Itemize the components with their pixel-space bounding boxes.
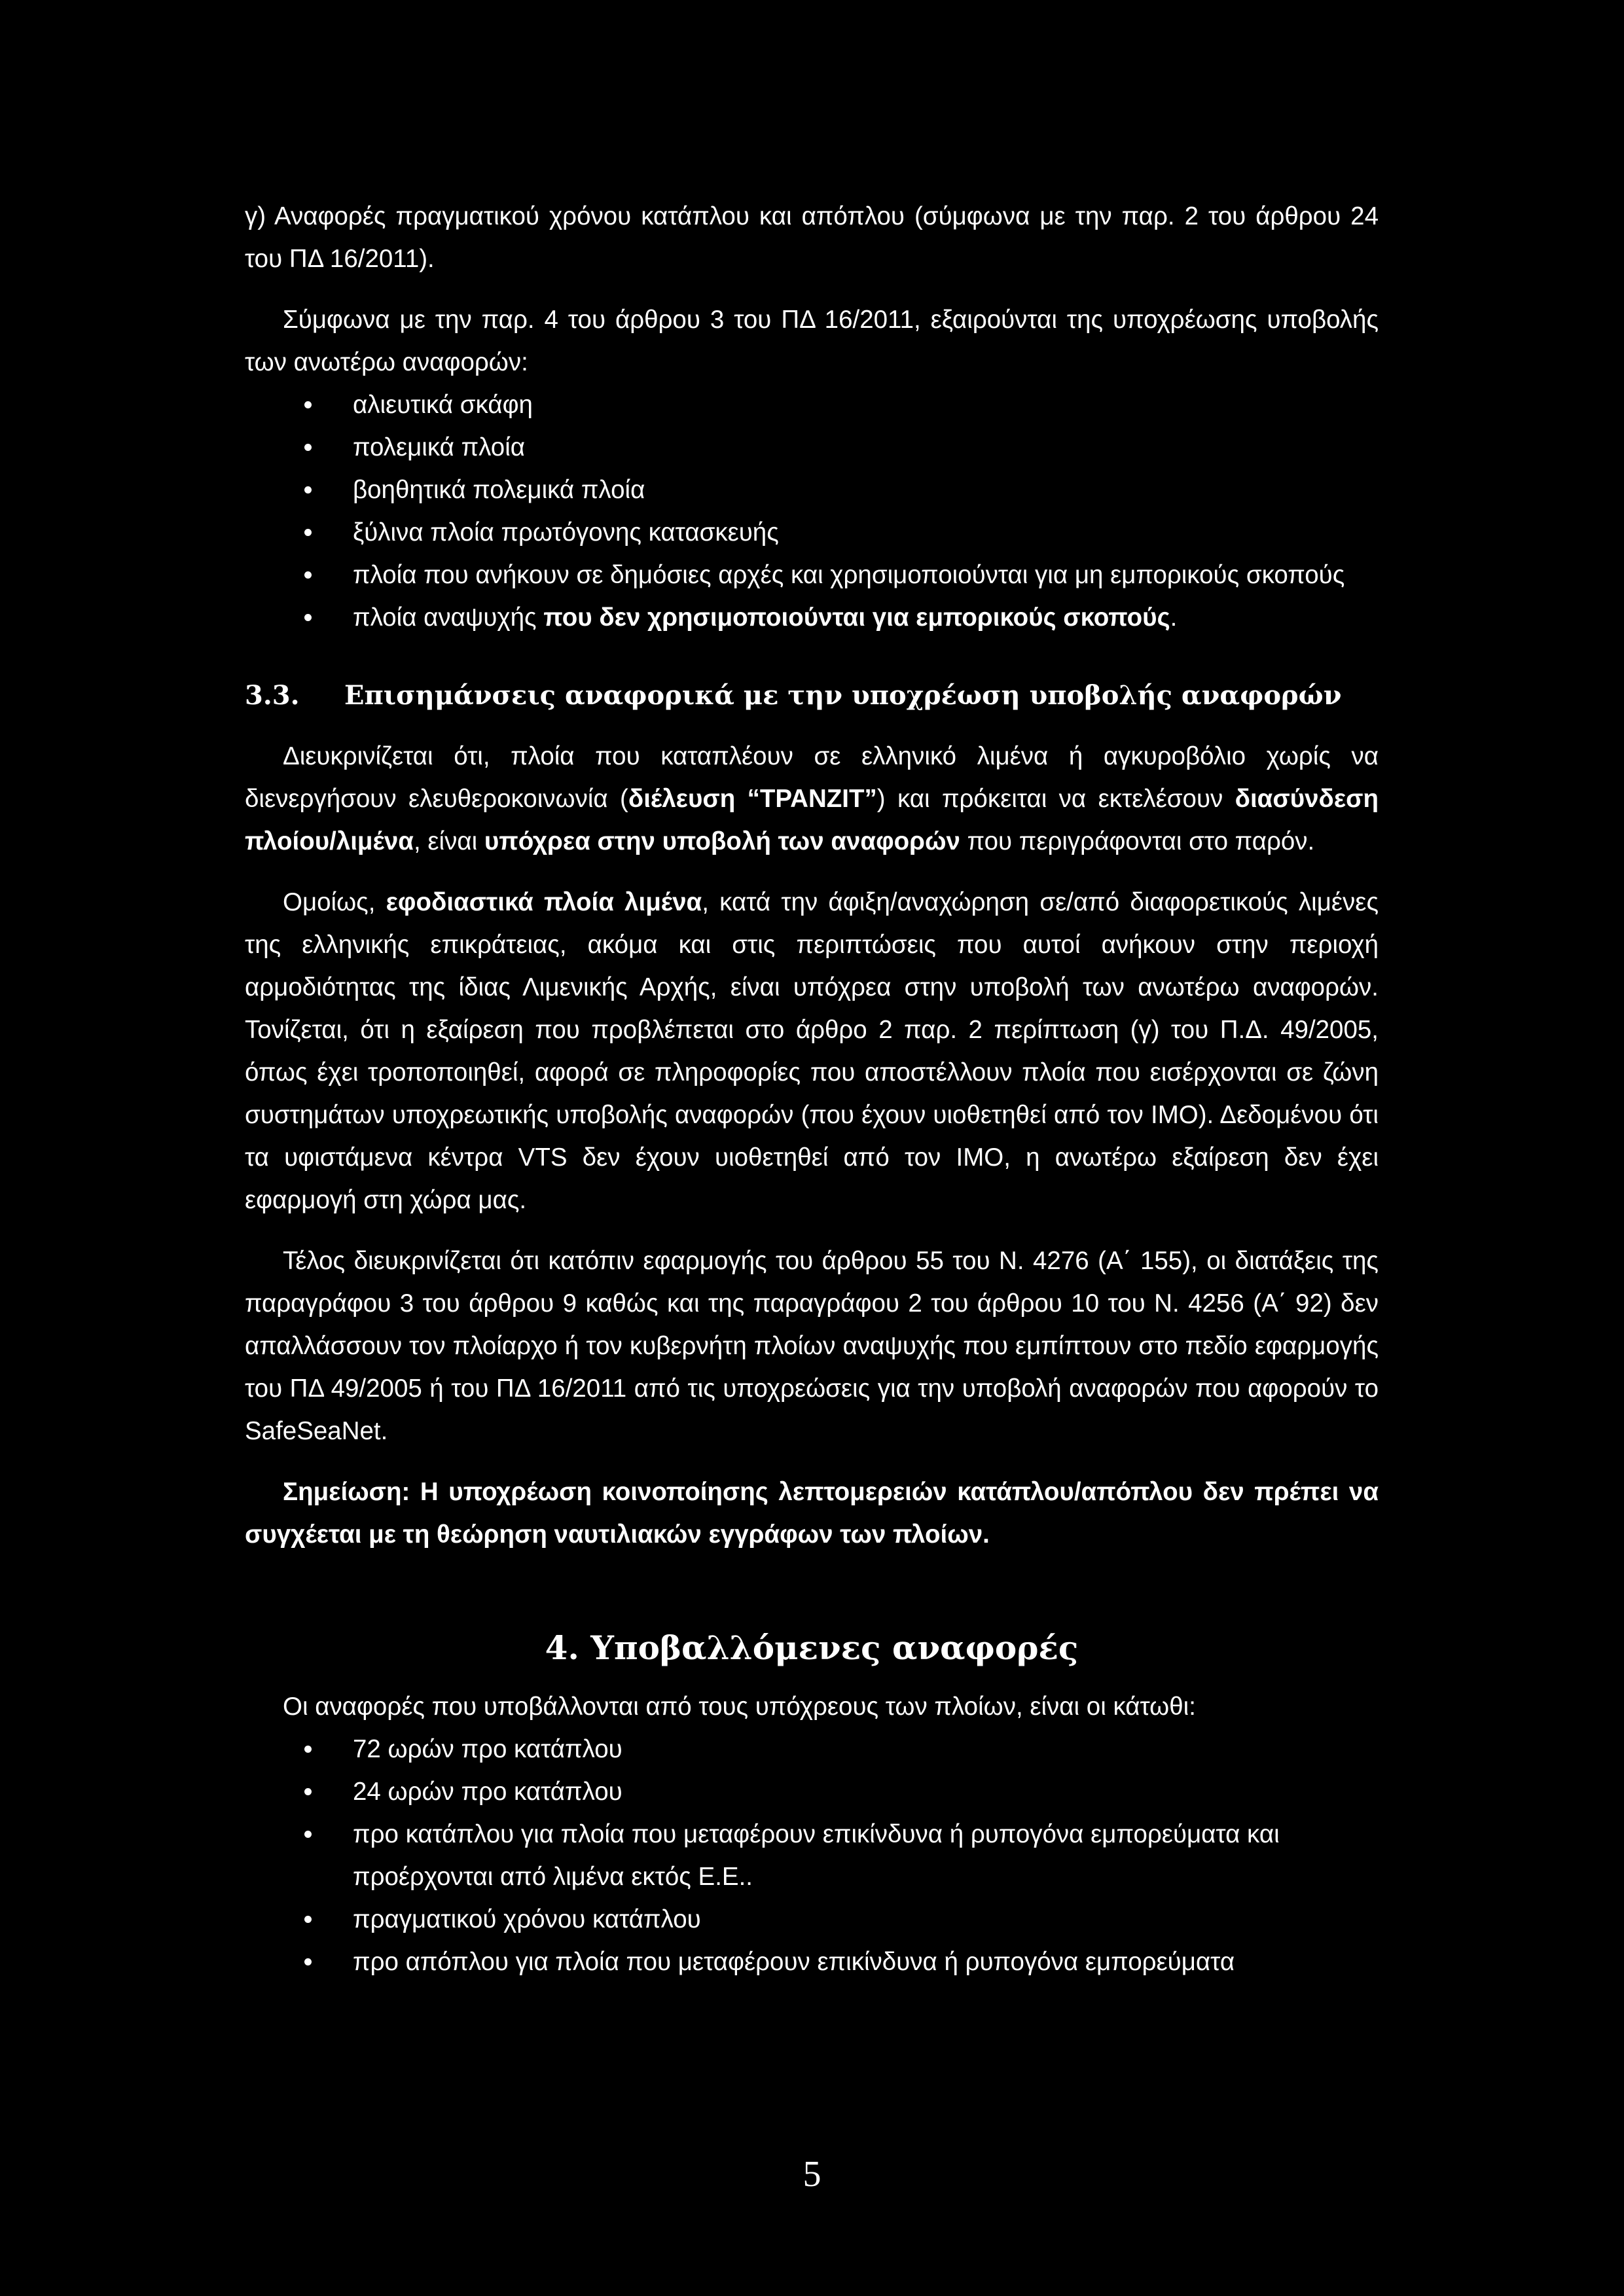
paragraph-supply-ships [245,881,1379,1221]
text-run: Διευκρινίζεται ότι, πλοία που καταπλέουν σε ελληνικό λιμένα ή αγκυροβόλιο χωρίς να διενεργήσουν ελευθεροκοινωνία ( [245,742,1379,813]
intro-item-g: γ) Αναφορές πραγματικού χρόνου κατάπλου και απόπλου (σύμφωνα με την παρ. 2 του άρθρου 24 του ΠΔ 16/2011). [245,202,1379,273]
list-item: ξύλινα πλοία πρωτόγονης κατασκευής [245,511,1379,554]
list-item [245,596,1379,639]
list-item: προ κατάπλου για πλοία που μεταφέρουν επικίνδυνα ή ρυπογόνα εμπορεύματα και προέρχονται από λιμένα εκτός Ε.Ε.. [245,1813,1379,1898]
text-run: που περιγράφονται στο παρόν. [960,827,1315,855]
text-run: ) και πρόκειται να εκτελέσουν [876,785,1235,813]
section-3-3-heading [245,674,1379,717]
list-item: πραγματικού χρόνου κατάπλου [245,1898,1379,1941]
text-run: Ομοίως, [283,888,386,916]
list-item-text: πλοία αναψυχής [353,603,544,632]
list-item: πολεμικά πλοία [245,426,1379,469]
list-item: βοηθητικά πολεμικά πλοία [245,469,1379,511]
page-number: 5 [803,2154,821,2195]
exemption-intro: Σύμφωνα με την παρ. 4 του άρθρου 3 του ΠΔ 16/2011, εξαιρούνται της υποχρέωσης υποβολής των ανωτέρω αναφορών: [245,306,1379,376]
section-title: Επισημάνσεις αναφορικά με την υποχρέωση υποβολής αναφορών [344,680,1342,711]
paragraph-transit [245,735,1379,863]
list-item: 24 ωρών προ κατάπλου [245,1770,1379,1813]
reports-list [245,1728,1379,1983]
text-run: , κατά την άφιξη/αναχώρηση σε/από διαφορετικούς λιμένες της ελληνικής επικράτειας, ακόμα και στις περιπτώσεις που αυτοί ανήκουν στην περιοχή αρμοδιότητας της ίδιας Λιμενικής Αρχής, είναι υπόχρεα στην υποβολή των ανωτέρω αναφορών. Τονίζεται, ότι η εξαίρεση που προβλέπεται στο άρθρο 2 παρ. 2 περίπτωση (γ) του Π.Δ. 49/2005, όπως έχει τροποποιηθεί, αφορά σε πληροφορίες που αποστέλλουν πλοία που εισέρχονται σε ζώνη συστημάτων υποχρεωτικής υποβολής αναφορών (που έχουν υιοθετηθεί από τον IMO). Δεδομένου ότι τα υφιστάμενα κέντρα VTS δεν έχουν υιοθετηθεί από τον IMO, η ανωτέρω εξαίρεση δεν έχει εφαρμογή στη χώρα μας. [245,888,1379,1214]
list-item: πλοία που ανήκουν σε δημόσιες αρχές και χρησιμοποιούνται για μη εμπορικούς σκοπούς [245,554,1379,596]
section-4-intro: Οι αναφορές που υποβάλλονται από τους υπόχρεους των πλοίων, είναι οι κάτωθι: [283,1693,1196,1721]
bold-run: διασύνδεση πλοίου/λιμένα [245,785,1379,855]
list-item: 72 ωρών προ κατάπλου [245,1728,1379,1770]
section-number: 3.3. [245,680,300,711]
list-item-emphasis: που δεν χρησιμοποιούνται για εμπορικούς σκοπούς [543,603,1170,632]
list-item-tail: . [1170,603,1178,632]
note-text: Σημείωση: Η υποχρέωση κοινοποίησης λεπτομερειών κατάπλου/απόπλου δεν πρέπει να συγχέεται με τη θεώρηση ναυτιλιακών εγγράφων των πλοίων. [245,1478,1379,1549]
section-4-heading: 4. Υποβαλλόμενες αναφορές [545,1628,1079,1667]
list-item: αλιευτικά σκάφη [245,384,1379,426]
exemption-list [245,384,1379,639]
bold-run: υπόχρεα στην υποβολή των αναφορών [484,827,960,855]
bold-run: εφοδιαστικά πλοία λιμένα [386,888,702,916]
text-run: , είναι [413,827,484,855]
note-paragraph [245,1471,1379,1556]
page-content [245,195,1379,1983]
list-item: προ απόπλου για πλοία που μεταφέρουν επικίνδυνα ή ρυπογόνα εμπορεύματα [245,1941,1379,1983]
paragraph-finally: Τέλος διευκρινίζεται ότι κατόπιν εφαρμογής του άρθρου 55 του Ν. 4276 (Α΄ 155), οι διατάξεις της παραγράφου 3 του άρθρου 9 καθώς και της παραγράφου 2 του άρθρου 10 του Ν. 4256 (Α΄ 92) δεν απαλλάσσουν τον πλοίαρχο ή τον κυβερνήτη πλοίων αναψυχής που εμπίπτουν στο πεδίο εφαρμογής του ΠΔ 49/2005 ή του ΠΔ 16/2011 από τις υποχρεώσεις για την υποβολή αναφορών που αφορούν το SafeSeaNet. [245,1247,1379,1445]
bold-run: διέλευση “ΤΡΑΝΖΙΤ” [628,785,877,813]
